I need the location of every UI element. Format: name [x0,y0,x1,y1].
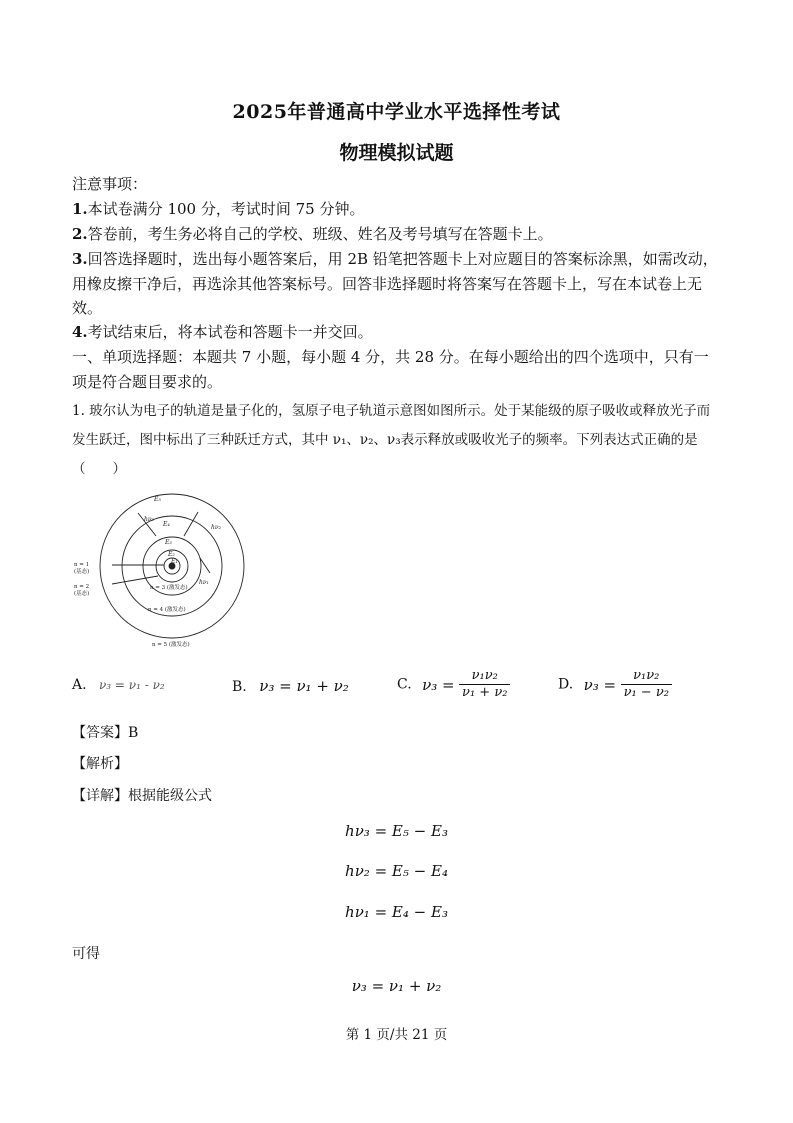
answer-line: 【答案】B [72,725,139,741]
label-hv1: hν₁ [199,579,209,586]
label-n1-state: (基态) [74,569,90,575]
option-a-label: A. [72,677,87,693]
option-d-denominator: ν₁ − ν₂ [623,685,669,700]
label-hv2: hν₂ [211,524,221,531]
equation-2: hν₂ = E₅ − E₄ [345,862,448,880]
label-n5: n = 5 (激发态) [152,642,190,648]
label-e1: E₁ [171,558,178,565]
transition-arrow-hv1 [200,558,210,573]
option-c-lhs: ν₃ = [422,675,455,694]
page-number: 第 1 页/共 21 页 [345,1027,448,1043]
label-e3: E₃ [165,539,172,546]
option-d-lhs: ν₃ = [583,675,617,694]
option-d [558,668,672,701]
notice-item-text: 答卷前，考生务必将自己的学校、班级、姓名及考号填写在答题卡上。 [87,225,553,243]
section-heading: 一、单项选择题：本题共 7 小题，每小题 4 分，共 28 分。在每小题给出的四个选项中，只有一项是符合题目要求的。 [72,348,709,391]
label-n4: n = 4 (激发态) [148,607,186,613]
equation-4: ν₃ = ν₁ + ν₂ [351,977,442,995]
option-a [72,677,165,693]
option-d-label: D. [558,676,574,693]
option-c [397,668,510,701]
orbit-diagram [72,488,252,653]
label-e5: E₅ [154,496,161,503]
notice-item-2 [72,222,722,247]
notice-item-num: 1. [72,200,88,218]
notice-item-text: 考试结束后，将本试卷和答题卡一并交回。 [87,323,373,341]
notice-item-text: 回答选择题时，选出每小题答案后，用 2B 铅笔把答题卡上对应题目的答案标涂黑，如需改动，用橡皮擦干净后，再选涂其他答案标号。回答非选择题时将答案写在答题卡上，写在本试卷上无效。 [72,250,718,317]
page-subtitle: 物理模拟试题 [339,142,454,164]
option-c-label: C. [397,676,412,693]
transition-arrow-hv2 [184,512,198,536]
page-title: 2025年普通高中学业水平选择性考试 [232,101,561,123]
label-e4: E₄ [163,521,170,528]
label-n2: n = 2 [74,584,90,590]
label-n3: n = 3 (激发态) [150,585,188,591]
detail-line: 【详解】根据能级公式 [72,788,212,804]
notice-item-num: 4. [72,323,88,341]
question-1-text: 1. 玻尔认为电子的轨道是量子化的，氢原子电子轨道示意图如图所示。处于某能级的原子吸收或释放光子而发生跃迁，图中标出了三种跃迁方式，其中 ν₁、ν₂、ν₃表示释放或吸收光子的频率。下列表达式正确的是（ ） [72,403,711,477]
option-b-label: B. [232,679,247,695]
label-n1: n = 1 [74,562,90,568]
option-c-denominator: ν₁ + ν₂ [462,685,508,700]
analysis-heading: 【解析】 [72,756,128,772]
notice-item-3 [72,247,722,321]
notice-item-4 [72,320,722,345]
label-hv3: hν₃ [144,516,154,523]
notice-item-num: 2. [72,225,88,243]
option-b [232,677,349,695]
label-n2-state: (基态) [74,591,90,597]
notice-item-1 [72,197,722,222]
notice-item-text: 本试卷满分 100 分，考试时间 75 分钟。 [87,200,365,218]
label-e2: E₂ [168,551,175,558]
therefore-line: 可得 [72,946,100,962]
equation-3: hν₁ = E₄ − E₃ [345,903,448,921]
equation-1: hν₃ = E₅ − E₃ [345,822,448,840]
notice-heading: 注意事项： [72,175,148,193]
option-a-expr: ν₃ = ν₁ - ν₂ [99,678,165,692]
notice-item-num: 3. [72,250,88,268]
option-d-numerator: ν₁ν₂ [621,668,672,685]
option-b-expr: ν₃ = ν₁ + ν₂ [259,677,349,695]
option-c-numerator: ν₁ν₂ [459,668,510,685]
